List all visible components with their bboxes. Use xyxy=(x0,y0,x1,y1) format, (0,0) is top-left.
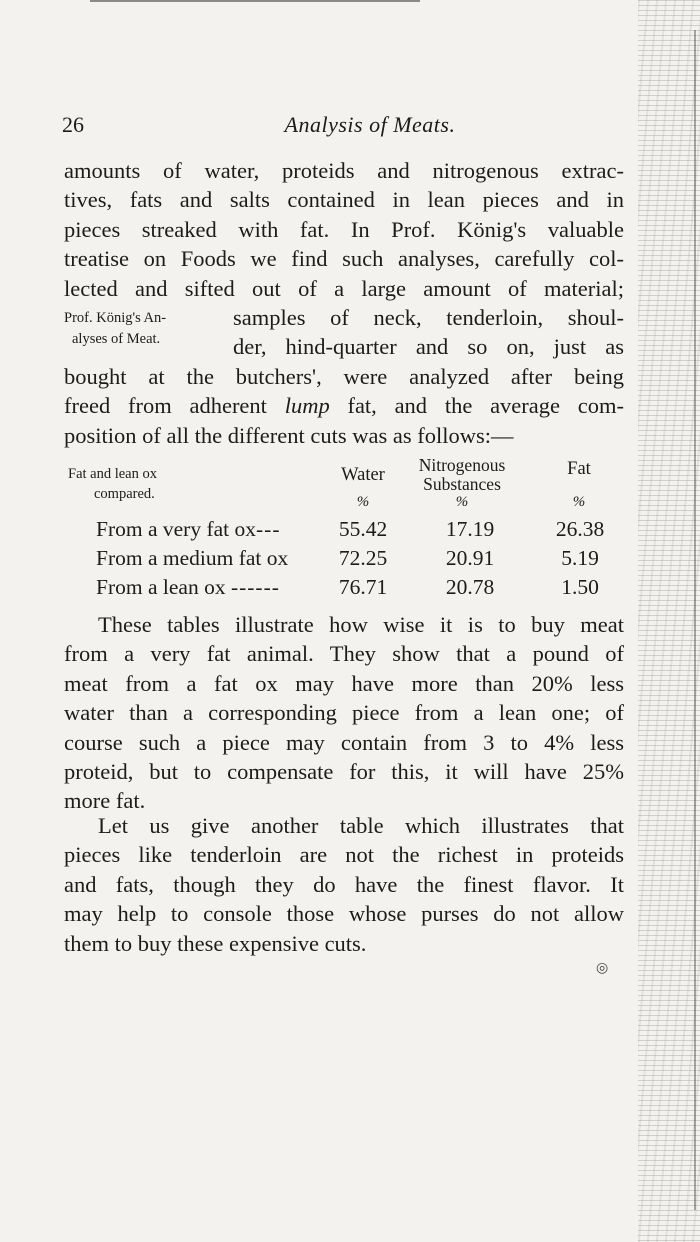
paragraph-1 xyxy=(64,156,624,450)
text-line: pieces like tenderloin are not the richest in proteids xyxy=(64,842,624,868)
column-header-water: Water xyxy=(341,465,385,485)
margin-note-line: Prof. König's An- xyxy=(64,310,167,326)
row-label-text: From a very fat ox xyxy=(96,517,257,541)
margin-note-line: alyses of Meat. xyxy=(72,331,161,347)
margin-note xyxy=(64,308,234,350)
cell-water: 76.71 xyxy=(338,575,388,599)
text-line: more fat. xyxy=(64,788,146,814)
row-label xyxy=(96,515,332,544)
row-label xyxy=(96,573,332,602)
text-line: course such a piece may contain from 3 to 4% less xyxy=(64,729,624,755)
text-line: amounts of water, proteids and nitrogenous extrac- xyxy=(64,158,624,183)
cell-fat: 26.38 xyxy=(555,517,605,541)
binding-edge xyxy=(694,30,696,1210)
unit-water: % xyxy=(356,494,370,510)
text-line: These tables illustrate how wise it is to buy meat xyxy=(98,612,624,637)
text-line: may help to console those whose purses do not allow xyxy=(64,901,624,927)
column-header-nitrogenous xyxy=(400,456,524,494)
text-line: samples of neck, tenderloin, shoul- xyxy=(233,304,624,330)
text-line: water than a corresponding piece from a lean one; of xyxy=(64,700,624,726)
row-label xyxy=(96,544,332,573)
unit-fat: % xyxy=(572,494,586,510)
leader-dashes: --- xyxy=(256,517,281,541)
page-edge-shadow xyxy=(638,0,700,1242)
text-line: and fats, though they do have the finest flavor. It xyxy=(64,871,624,897)
row-label-text: From a lean ox xyxy=(96,575,226,599)
text-line: proteid, but to compensate for this, it will have 25% xyxy=(64,758,624,784)
top-rule xyxy=(90,0,420,2)
leader-dashes: ------ xyxy=(230,575,280,599)
printer-ornament-icon: ◎ xyxy=(596,961,609,976)
cell-fat: 1.50 xyxy=(561,575,599,599)
cell-water: 72.25 xyxy=(338,546,388,570)
cell-fat: 5.19 xyxy=(561,546,599,570)
cell-nitrogenous: 17.19 xyxy=(445,517,495,541)
text-line: lected and sifted out of a large amount of material; xyxy=(64,275,624,301)
paragraph-2 xyxy=(64,610,624,816)
text-line: pieces streaked with fat. In Prof. König's valuable xyxy=(64,216,624,242)
text-line: them to buy these expensive cuts. xyxy=(64,930,367,956)
unit-nitrogenous: % xyxy=(455,494,469,510)
cell-nitrogenous: 20.91 xyxy=(445,546,495,570)
text-line: treatise on Foods we find such analyses, carefully col- xyxy=(64,246,624,272)
text-line: from a very fat animal. They show that a pound of xyxy=(64,641,624,667)
table-row xyxy=(0,573,700,602)
row-label-text: From a medium fat ox xyxy=(96,546,289,570)
paragraph-3 xyxy=(64,811,624,958)
italic-word: lump xyxy=(284,393,330,419)
text-line xyxy=(64,391,624,420)
text-line: position of all the different cuts was as follows:— xyxy=(64,422,514,448)
text-line: Let us give another table which illustrates that xyxy=(98,813,624,838)
row-label-header-line: Fat and lean ox xyxy=(68,466,157,482)
text-line: der, hind-quarter and so on, just as xyxy=(233,334,624,360)
table-row xyxy=(0,515,700,544)
cell-nitrogenous: 20.78 xyxy=(445,575,495,599)
running-head: Analysis of Meats. xyxy=(284,112,456,137)
row-label-header xyxy=(68,464,228,504)
text-line: bought at the butchers', were analyzed after being xyxy=(64,363,624,389)
page-number: 26 xyxy=(62,112,84,137)
line-fragment: freed from adherent xyxy=(64,393,285,419)
table-body xyxy=(0,515,700,602)
cell-water: 55.42 xyxy=(338,517,388,541)
table-row xyxy=(0,544,700,573)
text-line: meat from a fat ox may have more than 20% less xyxy=(64,670,624,696)
column-header-line: Nitrogenous xyxy=(418,455,506,475)
column-header-fat: Fat xyxy=(567,459,591,479)
text-line: tives, fats and salts contained in lean pieces and in xyxy=(64,187,624,213)
row-label-header-line: compared. xyxy=(94,486,155,502)
column-header-line: Substances xyxy=(423,474,501,494)
line-fragment: fat, and the average com- xyxy=(329,393,624,419)
